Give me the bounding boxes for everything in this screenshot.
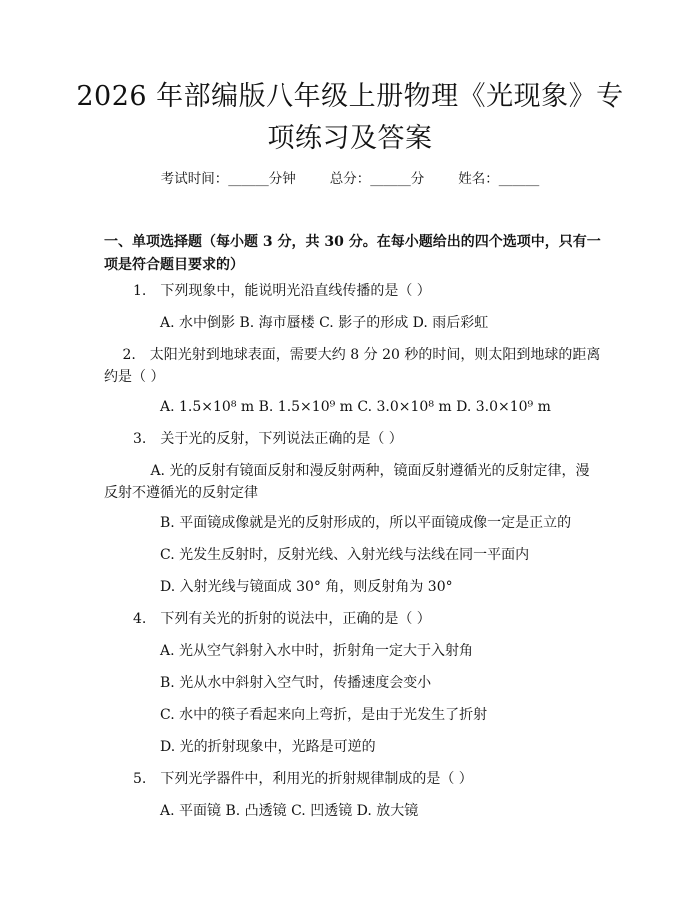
question-option-b: B. 光从水中斜射入空气时，传播速度会变小 <box>160 675 432 691</box>
question-option-b: B. 平面镜成像就是光的反射形成的，所以平面镜成像一定是正立的 <box>160 515 572 531</box>
question-option-c: C. 光发生反射时，反射光线、入射光线与法线在同一平面内 <box>160 547 530 563</box>
question-option-a: A. 光从空气斜射入水中时，折射角一定大于入射角 <box>160 643 474 659</box>
section-heading: 一、单项选择题（每小题 3 分，共 30 分。在每小题给出的四个选项中，只有一项是符合题目要求的） <box>104 234 601 273</box>
exam-time: 考试时间：______分钟 <box>160 171 296 187</box>
question-option-a: A. 光的反射有镜面反射和漫反射两种，镜面反射遵循光的反射定律，漫反射不遵循光的反射定律 <box>104 463 590 501</box>
exam-info-row <box>0 167 700 187</box>
question-options: A. 水中倒影 B. 海市蜃楼 C. 影子的形成 D. 雨后彩虹 <box>160 315 489 331</box>
question-stem: 4. 下列有关光的折射的说法中，正确的是（ ） <box>133 611 431 627</box>
question-options: A. 1.5×10⁸ m B. 1.5×10⁹ m C. 3.0×10⁸ m D. 3.0×10⁹ m <box>160 399 551 415</box>
total-score: 总分：______分 <box>329 171 425 187</box>
question-option-d: D. 入射光线与镜面成 30° 角，则反射角为 30° <box>160 579 453 595</box>
question-stem: 2. 太阳光射到地球表面，需要大约 8 分 20 秒的时间，则太阳到地球的距离约是（ ） <box>104 347 601 385</box>
question-option-c: C. 水中的筷子看起来向上弯折，是由于光发生了折射 <box>160 707 488 723</box>
question-stem: 3. 关于光的反射，下列说法正确的是（ ） <box>133 431 403 447</box>
question-options: A. 平面镜 B. 凸透镜 C. 凹透镜 D. 放大镜 <box>160 803 419 819</box>
student-name: 姓名：______ <box>458 171 540 187</box>
question-stem: 1. 下列现象中，能说明光沿直线传播的是（ ） <box>133 283 431 299</box>
question-option-d: D. 光的折射现象中，光路是可逆的 <box>160 739 376 755</box>
title-line-2: 项练习及答案 <box>267 123 433 154</box>
question-stem: 5. 下列光学器件中，利用光的折射规律制成的是（ ） <box>133 771 473 787</box>
page-title <box>60 76 640 160</box>
title-line-1: 2026 年部编版八年级上册物理《光现象》专 <box>76 81 624 112</box>
